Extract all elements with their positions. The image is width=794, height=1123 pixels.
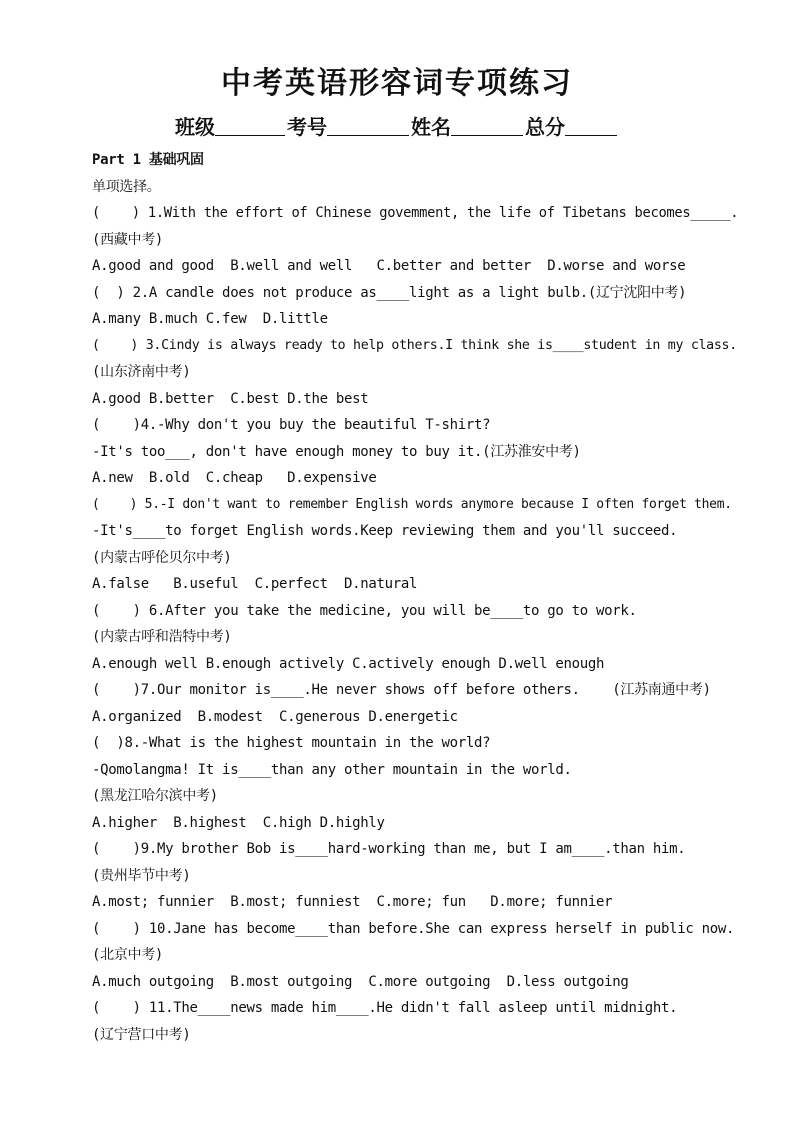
- question-line: -It's too___, don't have enough money to buy it.(江苏淮安中考): [92, 443, 581, 460]
- student-info-line: [0, 111, 794, 140]
- question-line: ( ) 6.After you take the medicine, you will be____to go to work.: [92, 602, 637, 619]
- question-line: ( )8.-What is the highest mountain in the world?: [92, 735, 491, 751]
- score-label: 总分: [525, 115, 565, 139]
- number-label: 考号: [287, 115, 327, 139]
- question-line: A.enough well B.enough actively C.actively enough D.well enough: [92, 655, 605, 672]
- question-line: (内蒙古呼和浩特中考): [92, 629, 232, 645]
- question-line: ( ) 2.A candle does not produce as____light as a light bulb.(辽宁沈阳中考): [92, 284, 687, 301]
- name-blank[interactable]: [451, 117, 523, 136]
- question-line: A.higher B.highest C.high D.highly: [92, 814, 385, 831]
- question-line: ( ) 10.Jane has become____than before.She can express herself in public now.: [92, 920, 735, 937]
- section-label: 单项选择。: [92, 178, 161, 195]
- question-line: A.many B.much C.few D.little: [92, 311, 328, 327]
- question-line: (黑龙江哈尔滨中考): [92, 788, 218, 804]
- question-line: (内蒙古呼伦贝尔中考): [92, 549, 232, 566]
- question-line: (山东济南中考): [92, 364, 191, 380]
- score-blank[interactable]: [565, 117, 617, 136]
- question-line: (贵州毕节中考): [92, 867, 191, 884]
- question-line: ( )7.Our monitor is____.He never shows off before others. (江苏南通中考): [92, 682, 711, 698]
- question-line: ( ) 11.The____news made him____.He didn't fall asleep until midnight.: [92, 1000, 678, 1016]
- question-line: -It's____to forget English words.Keep reviewing them and you'll succeed.: [92, 523, 678, 539]
- question-line: ( )4.-Why don't you buy the beautiful T-shirt?: [92, 417, 491, 433]
- question-line: A.good and good B.well and well C.better and better D.worse and worse: [92, 258, 686, 274]
- question-line: A.good B.better C.best D.the best: [92, 390, 369, 407]
- class-label: 班级: [175, 115, 215, 139]
- question-line: ( ) 3.Cindy is always ready to help others.I think she is____student in my class.: [92, 337, 737, 353]
- question-line: ( ) 1.With the effort of Chinese govemment, the life of Tibetans becomes_____.: [92, 205, 739, 221]
- question-line: A.false B.useful C.perfect D.natural: [92, 576, 418, 592]
- question-line: A.most; funnier B.most; funniest C.more; fun D.more; funnier: [92, 894, 613, 910]
- question-line: ( )9.My brother Bob is____hard-working than me, but I am____.than him.: [92, 841, 686, 857]
- question-line: A.much outgoing B.most outgoing C.more outgoing D.less outgoing: [92, 973, 629, 990]
- question-line: A.organized B.modest C.generous D.energetic: [92, 708, 458, 725]
- part-title: Part 1 基础巩固: [92, 152, 204, 168]
- question-list: [92, 200, 742, 1048]
- question-line: -Qomolangma! It is____than any other mountain in the world.: [92, 761, 572, 778]
- page-title: 中考英语形容词专项练习: [221, 66, 573, 101]
- class-blank[interactable]: [215, 117, 285, 136]
- question-line: (辽宁营口中考): [92, 1026, 191, 1043]
- name-label: 姓名: [411, 115, 451, 139]
- question-line: A.new B.old C.cheap D.expensive: [92, 470, 377, 486]
- exercise-content: [92, 147, 742, 1048]
- number-blank[interactable]: [327, 117, 409, 136]
- question-line: (西藏中考): [92, 231, 164, 248]
- question-line: (北京中考): [92, 947, 164, 963]
- question-line: ( ) 5.-I don't want to remember English words anymore because I often forget them.: [92, 496, 732, 512]
